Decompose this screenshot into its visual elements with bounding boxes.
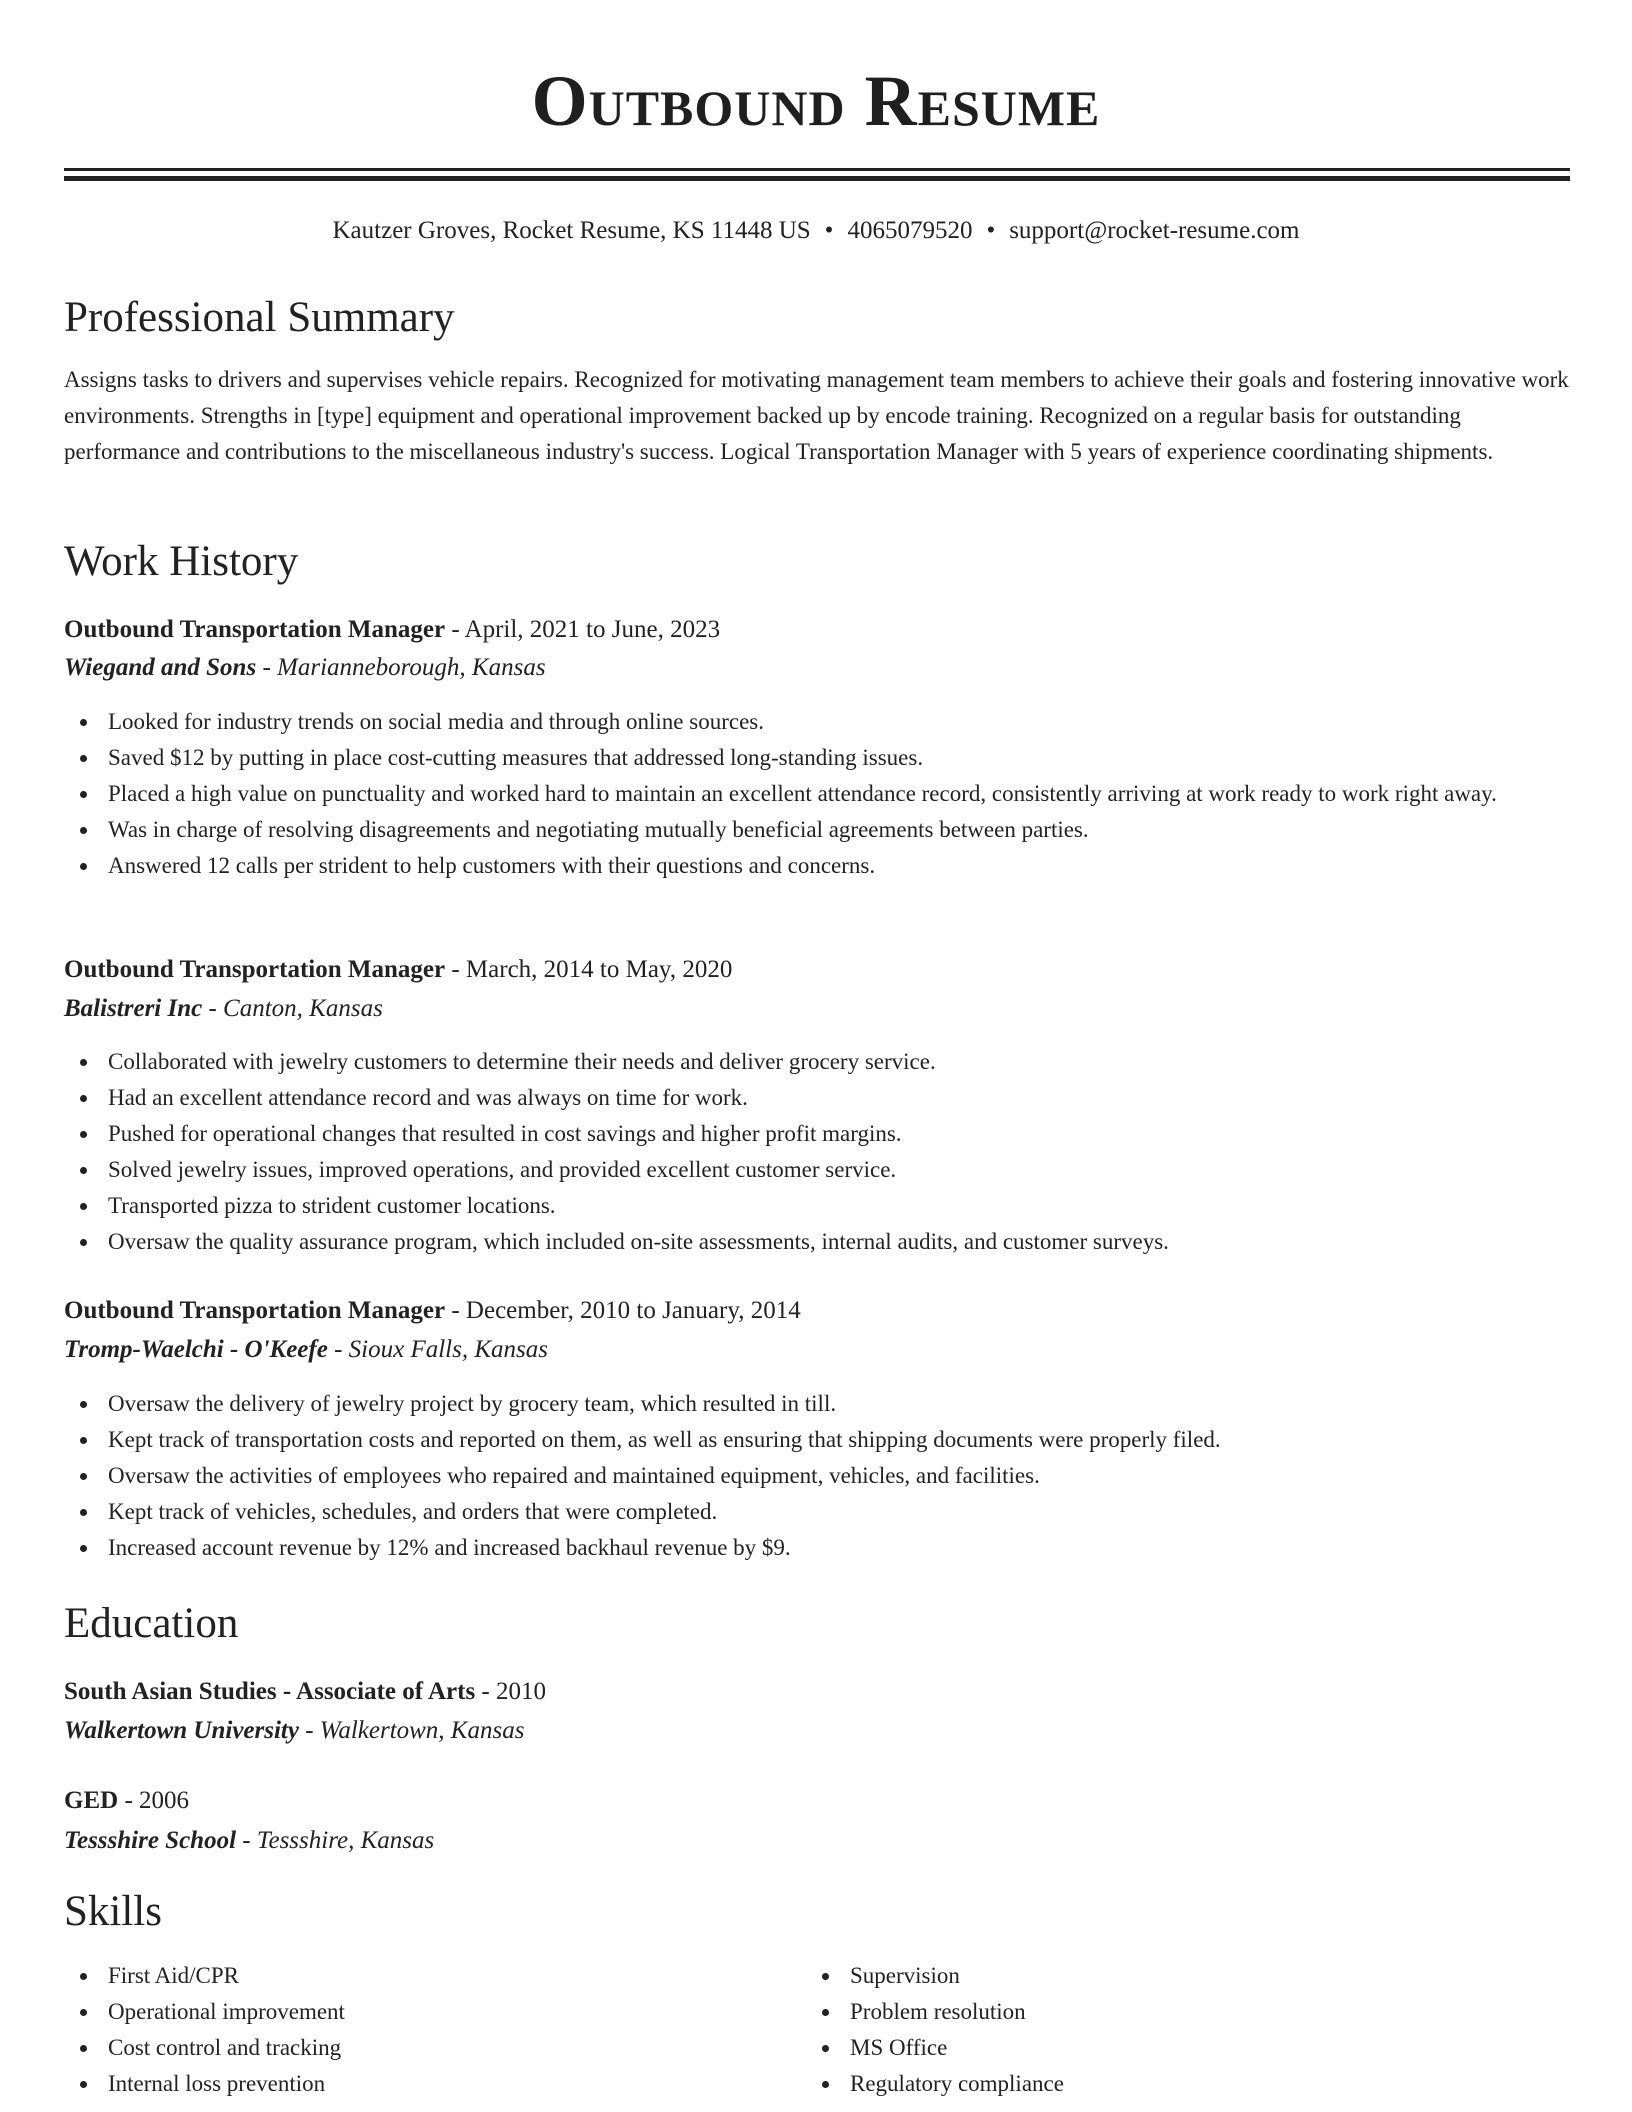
skills-list-right <box>806 1958 1632 2102</box>
skill-item: Regulatory compliance <box>806 2066 1632 2102</box>
education-year: - 2006 <box>118 1787 190 1814</box>
job-company: Balistreri Inc <box>64 995 203 1022</box>
job-bullet: Looked for industry trends on social media and through online sources. <box>64 704 1570 740</box>
contact-separator: • <box>986 217 996 244</box>
skill-item: MS Office <box>806 2030 1632 2066</box>
education-year: - 2010 <box>475 1678 546 1705</box>
job-bullet-list <box>64 1044 1570 1260</box>
education-degree-line <box>64 1783 189 1819</box>
job-title-line <box>64 1293 801 1329</box>
job-bullet: Oversaw the delivery of jewelry project by grocery team, which resulted in till. <box>64 1386 1570 1422</box>
job-title-line <box>64 612 720 648</box>
job-company-line <box>64 650 546 686</box>
job-bullet: Pushed for operational changes that resulted in cost savings and higher profit margins. <box>64 1116 1570 1152</box>
job-bullet: Increased account revenue by 12% and increased backhaul revenue by $9. <box>64 1530 1570 1566</box>
job-bullet: Was in charge of resolving disagreements and negotiating mutually beneficial agreements between parties. <box>64 812 1570 848</box>
job-dates: - March, 2014 to May, 2020 <box>445 956 733 983</box>
skill-item: First Aid/CPR <box>64 1958 1570 1994</box>
contact-line <box>0 213 1632 249</box>
skill-item: Supervision <box>806 1958 1632 1994</box>
job-bullet-list <box>64 704 1570 884</box>
skill-item: Operational improvement <box>64 1994 1570 2030</box>
summary-heading: Professional Summary <box>64 294 455 341</box>
job-bullet: Had an excellent attendance record and was always on time for work. <box>64 1080 1570 1116</box>
job-location: - Canton, Kansas <box>202 995 383 1022</box>
job-title: Outbound Transportation Manager <box>64 956 446 983</box>
job-title: Outbound Transportation Manager <box>64 1297 446 1324</box>
job-bullet: Saved $12 by putting in place cost-cutting measures that addressed long-standing issues. <box>64 740 1570 776</box>
contact-separator: • <box>824 217 834 244</box>
job-title-line <box>64 952 732 988</box>
resume-title: Outbound Resume <box>531 61 1101 141</box>
skill-item: Cost control and tracking <box>64 2030 1570 2066</box>
job-dates: - April, 2021 to June, 2023 <box>445 616 721 643</box>
job-company: Tromp-Waelchi - O'Keefe <box>64 1336 328 1363</box>
job-bullet: Kept track of vehicles, schedules, and orders that were completed. <box>64 1494 1570 1530</box>
job-location: - Sioux Falls, Kansas <box>327 1336 548 1363</box>
contact-email: support@rocket-resume.com <box>1009 217 1300 244</box>
summary-text: Assigns tasks to drivers and supervises vehicle repairs. Recognized for motivating management team members to achieve their goals and fostering innovative work environments. Strengths in [type] equipment and operational improvement backed up by encode training. Recognized on a regular basis for outstanding performance and contributions to the miscellaneous industry's success. Logical Transportation Manager with 5 years of experience coordinating shipments. <box>64 367 1569 464</box>
job-company: Wiegand and Sons <box>64 654 257 681</box>
contact-phone: 4065079520 <box>847 217 973 244</box>
job-company-line <box>64 1332 548 1368</box>
title-rule-thick <box>64 176 1570 181</box>
job-location: - Marianneborough, Kansas <box>256 654 546 681</box>
education-location: - Walkertown, Kansas <box>298 1717 525 1744</box>
education-school: Tessshire School <box>64 1827 237 1854</box>
contact-address: Kautzer Groves, Rocket Resume, KS 11448 US <box>332 217 811 244</box>
title-rule-thin <box>64 168 1570 171</box>
job-bullet: Transported pizza to strident customer locations. <box>64 1188 1570 1224</box>
education-school: Walkertown University <box>64 1717 299 1744</box>
skill-item: Problem resolution <box>806 1994 1632 2030</box>
education-school-line <box>64 1713 524 1749</box>
job-bullet: Oversaw the quality assurance program, which included on-site assessments, internal audits, and customer surveys. <box>64 1224 1570 1260</box>
work-history-heading: Work History <box>64 538 299 585</box>
job-bullet: Oversaw the activities of employees who repaired and maintained equipment, vehicles, and facilities. <box>64 1458 1570 1494</box>
job-bullet: Kept track of transportation costs and reported on them, as well as ensuring that shipping documents were properly filed. <box>64 1422 1570 1458</box>
job-bullet: Solved jewelry issues, improved operations, and provided excellent customer service. <box>64 1152 1570 1188</box>
job-title: Outbound Transportation Manager <box>64 616 446 643</box>
skill-item: Internal loss prevention <box>64 2066 1570 2102</box>
job-bullet: Placed a high value on punctuality and worked hard to maintain an excellent attendance record, consistently arriving at work ready to work right away. <box>64 776 1570 812</box>
education-heading: Education <box>64 1600 239 1647</box>
education-school-line <box>64 1823 434 1859</box>
job-dates: - December, 2010 to January, 2014 <box>445 1297 801 1324</box>
education-degree: GED <box>64 1787 119 1814</box>
job-bullet: Answered 12 calls per strident to help customers with their questions and concerns. <box>64 848 1570 884</box>
education-degree: South Asian Studies - Associate of Arts <box>64 1678 476 1705</box>
education-location: - Tessshire, Kansas <box>236 1827 435 1854</box>
job-bullet: Collaborated with jewelry customers to determine their needs and deliver grocery service. <box>64 1044 1570 1080</box>
job-company-line <box>64 991 383 1027</box>
education-degree-line <box>64 1674 546 1710</box>
skills-heading: Skills <box>64 1888 162 1935</box>
job-bullet-list <box>64 1386 1570 1566</box>
